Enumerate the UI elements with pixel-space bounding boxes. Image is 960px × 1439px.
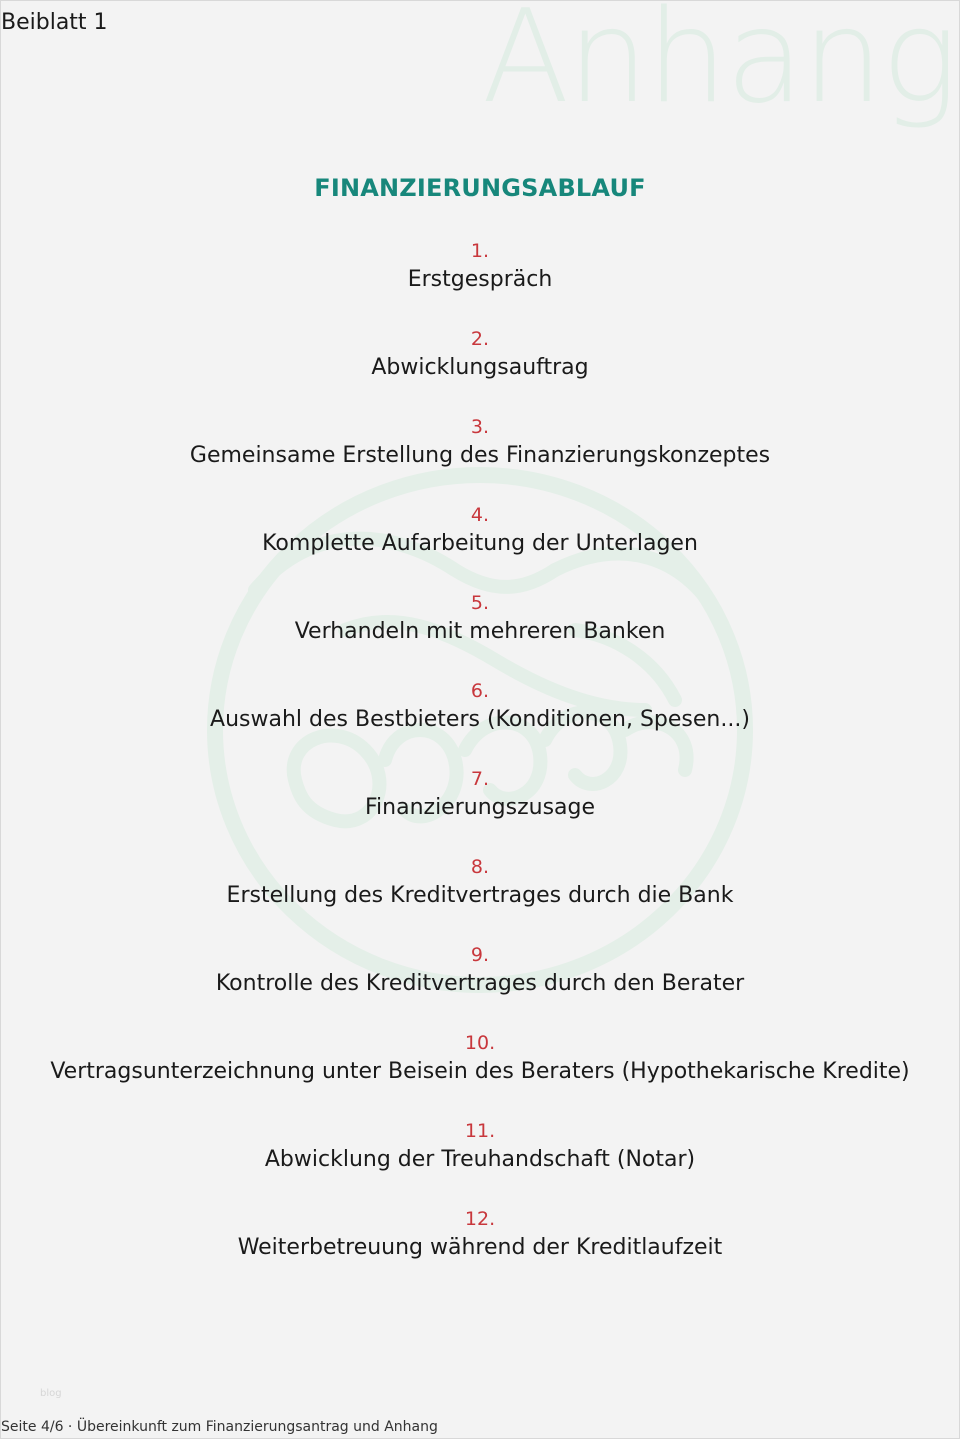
step-text: Kontrolle des Kreditvertrages durch den Berater bbox=[215, 971, 745, 996]
list-item bbox=[0, 944, 960, 998]
step-number: 9. bbox=[470, 944, 490, 966]
step-number: 1. bbox=[470, 240, 490, 262]
step-text: Auswahl des Bestbieters (Konditionen, Spesen...) bbox=[210, 707, 750, 732]
list-item bbox=[0, 680, 960, 734]
step-number: 11. bbox=[464, 1120, 496, 1142]
step-number: 8. bbox=[470, 856, 490, 878]
list-item bbox=[0, 856, 960, 910]
list-item bbox=[0, 1032, 960, 1086]
step-text: Abwicklungsauftrag bbox=[371, 355, 589, 380]
list-item bbox=[0, 1120, 960, 1174]
step-text: Finanzierungszusage bbox=[364, 795, 596, 820]
step-number: 7. bbox=[470, 768, 490, 790]
list-item bbox=[0, 240, 960, 294]
list-item bbox=[0, 328, 960, 382]
sheet-label: Beiblatt 1 bbox=[1, 10, 108, 35]
list-item bbox=[0, 504, 960, 558]
step-text: Vertragsunterzeichnung unter Beisein des Beraters (Hypothekarische Kredite) bbox=[50, 1059, 910, 1084]
step-text: Verhandeln mit mehreren Banken bbox=[294, 619, 666, 644]
list-item bbox=[0, 768, 960, 822]
step-number: 12. bbox=[464, 1208, 496, 1230]
stamp-text: blog bbox=[40, 1388, 62, 1399]
step-number: 2. bbox=[470, 328, 490, 350]
list-item bbox=[0, 1208, 960, 1262]
step-text: Gemeinsame Erstellung des Finanzierungskonzeptes bbox=[189, 443, 771, 468]
page-title: FINANZIERUNGSABLAUF bbox=[314, 174, 646, 202]
list-item bbox=[0, 592, 960, 646]
step-text: Abwicklung der Treuhandschaft (Notar) bbox=[264, 1147, 696, 1172]
watermark-anhang: Anhang bbox=[481, 0, 956, 132]
step-number: 4. bbox=[470, 504, 490, 526]
step-number: 10. bbox=[464, 1032, 496, 1054]
step-text: Erstgespräch bbox=[407, 267, 553, 292]
list-item bbox=[0, 416, 960, 470]
step-number: 3. bbox=[470, 416, 490, 438]
step-text: Komplette Aufarbeitung der Unterlagen bbox=[262, 531, 698, 556]
page-footer: Seite 4/6 · Übereinkunft zum Finanzierungsantrag und Anhang bbox=[1, 1419, 438, 1435]
step-text: Weiterbetreuung während der Kreditlaufzeit bbox=[237, 1235, 723, 1260]
step-number: 5. bbox=[470, 592, 490, 614]
step-text: Erstellung des Kreditvertrages durch die Bank bbox=[226, 883, 734, 908]
step-number: 6. bbox=[470, 680, 490, 702]
